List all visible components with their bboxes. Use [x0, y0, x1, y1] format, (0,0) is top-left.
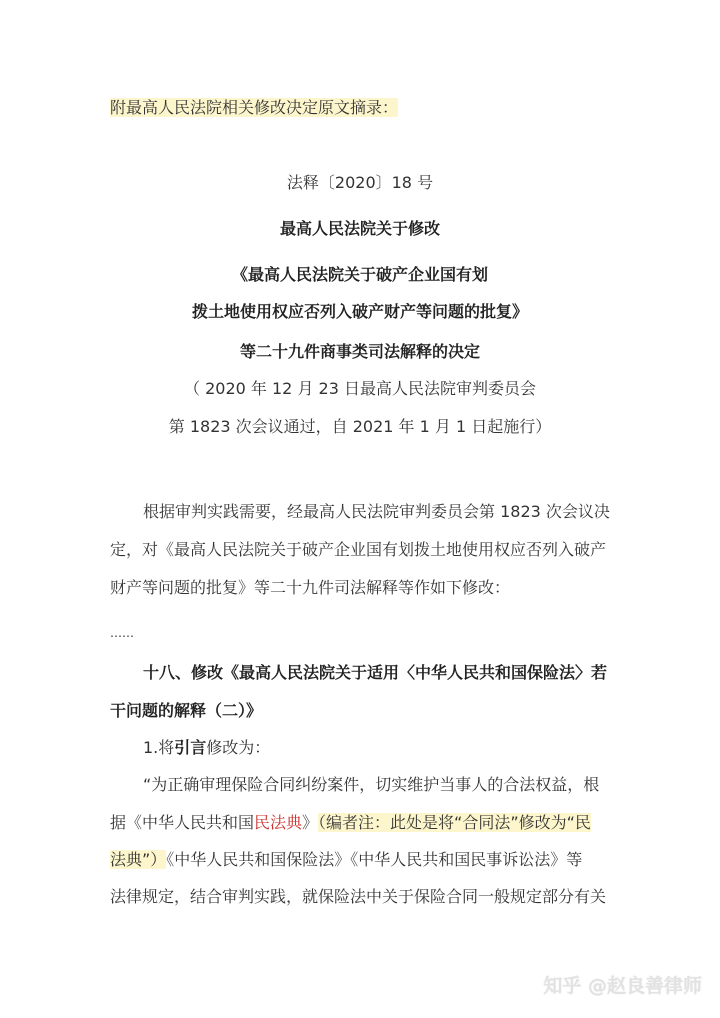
item-1 [143, 736, 270, 760]
item-1-prefix: 1.将 [143, 738, 175, 757]
quote-line-3 [110, 848, 582, 872]
intro-text [110, 96, 398, 120]
title-line-4: 等二十九件商事类司法解释的决定 [239, 342, 480, 361]
title-line-2: 《最高人民法院关于破产企业国有划 [231, 265, 488, 284]
body-line-3: 财产等问题的批复》等二十九件司法解释等作如下修改： [110, 578, 511, 597]
adoption-line-2: 第 1823 次会议通过，自 2021 年 1 月 1 日起施行） [168, 417, 552, 436]
title-line-1: 最高人民法院关于修改 [279, 219, 440, 238]
section-heading-line-2: 干问题的解释（二）》 [110, 701, 263, 720]
item-1-keyword: 引言 [174, 738, 207, 757]
quote-line-2 [110, 811, 591, 835]
quote-line-4: 法律规定，结合审判实践，就保险法中关于保险合同一般规定部分有关 [110, 887, 607, 906]
watermark: 知乎 @赵良善律师 [543, 975, 702, 997]
quote-line-2-start: 据《中华人民共和国 [110, 813, 255, 832]
intro-highlight: 附最高人民法院相关修改决定原文摘录： [110, 98, 399, 117]
quote-line-2-close: 》 [302, 813, 319, 832]
document-number: 法释〔2020〕18 号 [286, 173, 434, 192]
title-line-3: 拨土地使用权应否列入破产财产等问题的批复》 [191, 302, 528, 321]
editor-note-end: 法典”） [110, 850, 167, 869]
civil-code-red-text: 民法典 [254, 813, 303, 832]
adoption-line-1: （ 2020 年 12 月 23 日最高人民法院审判委员会 [184, 379, 536, 398]
ellipsis: …… [110, 626, 134, 640]
quote-line-3-laws: 《中华人民共和国保险法》《中华人民共和国民事诉讼法》等 [166, 850, 583, 869]
quote-line-1: “为正确审理保险合同纠纷案件，切实维护当事人的合法权益，根 [143, 775, 600, 794]
section-heading-line-1: 十八、修改《最高人民法院关于适用〈中华人民共和国保险法〉若 [143, 663, 608, 682]
body-line-1: 根据审判实践需要，经最高人民法院审判委员会第 1823 次会议决 [143, 502, 610, 521]
body-line-2: 定，对《最高人民法院关于破产企业国有划拨土地使用权应否列入破产 [110, 540, 607, 559]
editor-note-start: （编者注：此处是将“合同法”修改为“民 [318, 813, 591, 832]
item-1-suffix: 修改为： [206, 738, 271, 757]
